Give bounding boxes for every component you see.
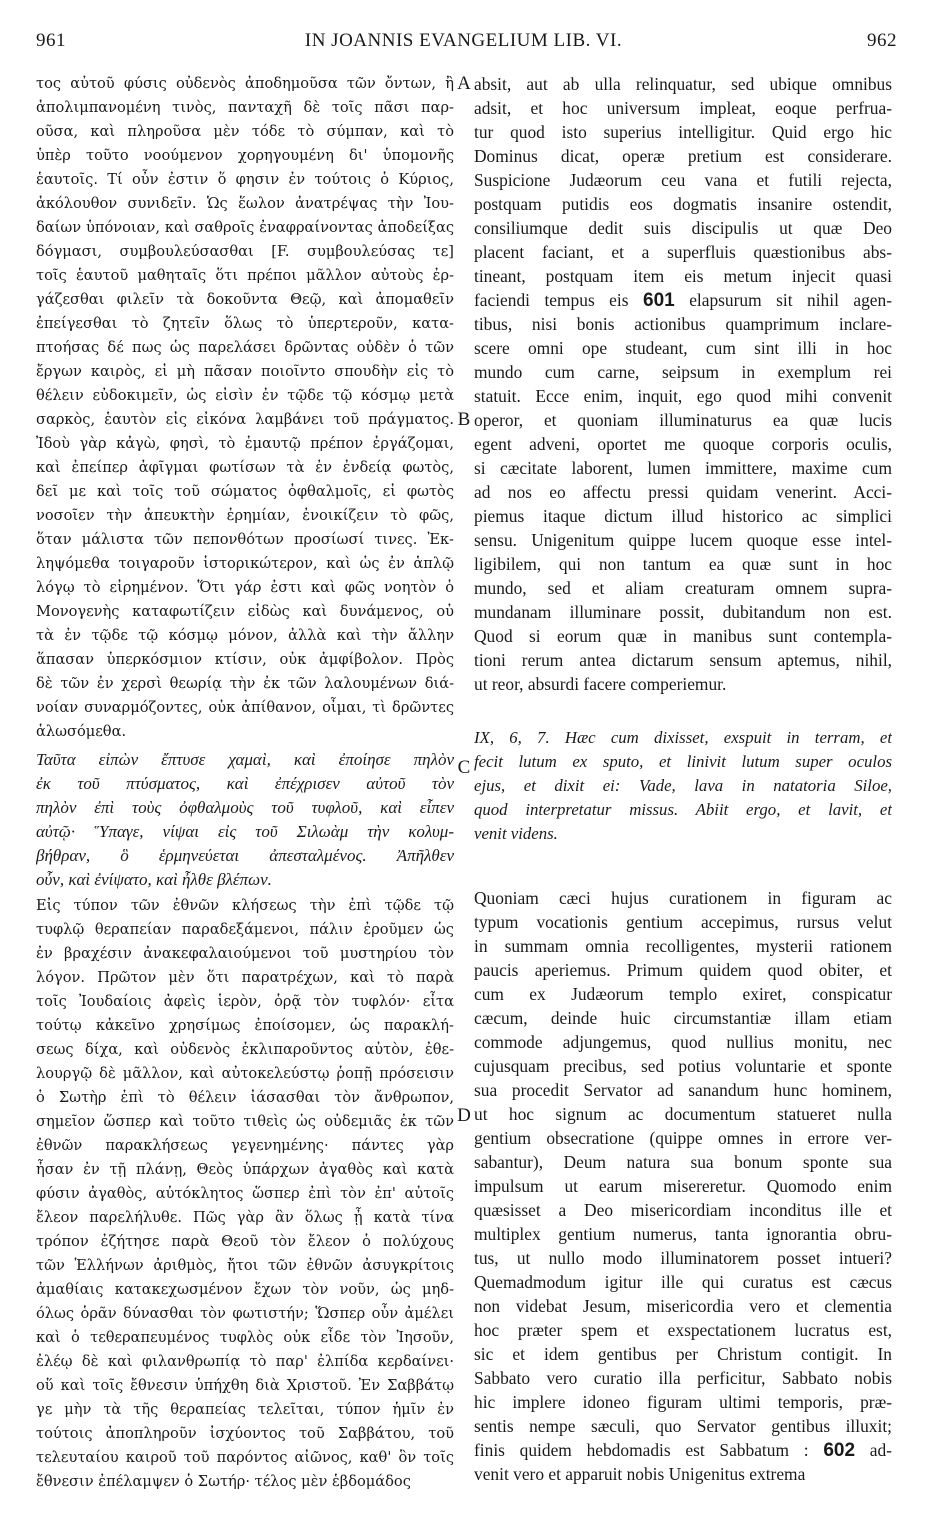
column-number: 602 xyxy=(823,1440,856,1461)
greek-text-line: τοῖς Ἰουδαίοις ἀφεὶς ἱερὸν, ὁρᾷ τὸν τυφλόν· εἶτα xyxy=(36,993,454,1010)
greek-text-line: σαρκὸς, ἑαυτὸν εἰς εἰκόνα λαμβάνει τοῦ πράγματος. xyxy=(36,411,454,428)
greek-text-line: ἑαυτοῖς. Τί οὖν ἐστιν ὅ φησιν ἐν τούτοις ὁ Κύριος, xyxy=(36,171,454,188)
greek-scripture-line: Ταῦτα εἰπὼν ἔπτυσε χαμαὶ, καὶ ἐποίησε πηλὸν xyxy=(36,750,454,769)
greek-text-line: καὶ ὁ τεθεραπευμένος τυφλὸς οὐκ εἶδε τὸν Ἰησοῦν, xyxy=(36,1329,454,1346)
greek-scripture-line: πηλὸν ἐπὶ τοὺς ὀφθαλμοὺς τοῦ τυφλοῦ, καὶ εἶπεν xyxy=(36,798,454,817)
latin-text-line: tibus, nisi bonis actionibus quamprimum inclare- xyxy=(474,314,892,334)
latin-text-line: impulsum ut earum misereretur. Quomodo enim xyxy=(474,1176,892,1196)
latin-text-line: Dominus dicat, operæ pretium est considerare. xyxy=(474,146,892,166)
text-segment: ad- xyxy=(869,1440,892,1460)
latin-text-line: sua procedit Servator ad sanandum hunc hominem, xyxy=(474,1080,892,1100)
latin-text-line: egent adveni, oportet me quoque corporis oculis, xyxy=(474,434,892,454)
greek-text-line: λόγῳ τὸ εἰρημένον. Ὅτι γάρ ἐστι καὶ φῶς νοητὸν ὁ xyxy=(36,579,454,596)
text-segment: finis quidem hebdomadis est Sabbatum : xyxy=(474,1440,809,1460)
latin-scripture-line: IX, 6, 7. Hæc cum dixisset, exspuit in terram, et xyxy=(474,728,892,747)
latin-text-line: operor, et quoniam illuminaturus ea quæ lucis xyxy=(474,410,892,430)
greek-text-line: δεῖ με καὶ τοῖς τοῦ σώματος ὀφθαλμοῖς, εἰ φωτὸς xyxy=(36,483,454,500)
page-number-left: 961 xyxy=(36,30,66,51)
latin-text-line: adsit, et hoc universum impleat, eoque perfrua- xyxy=(474,98,892,118)
greek-scripture-line: ἐκ τοῦ πτύσματος, καὶ ἐπέχρισεν αὐτοῦ τὸν xyxy=(36,774,454,793)
latin-text-line: tineant, postquam item eis metum injecit quasi xyxy=(474,266,892,286)
greek-text-line: ἐλέῳ δὲ καὶ φιλανθρωπίᾳ τὸ παρ' ἐλπίδα κερδαίνει· xyxy=(36,1353,454,1370)
margin-marker-d: D xyxy=(457,1105,471,1126)
greek-text-line: ἁλωσόμεθα. xyxy=(36,723,127,740)
greek-text-line: ἀμαθίαις κατακεχωσμένον ἔχων τὸν νοῦν, ὡς μηδ- xyxy=(36,1281,454,1298)
latin-text-line: sic et idem gentibus per Christum contigit. In xyxy=(474,1344,892,1364)
latin-text-line: scere omni ope studeant, cum sint illi in hoc xyxy=(474,338,892,358)
latin-text-line xyxy=(474,288,892,312)
greek-text-line: λουργῷ δὲ μᾶλλον, καὶ αὐτοκελεύστῳ ῥοπῇ πρόσεισιν xyxy=(36,1065,454,1082)
greek-text-line: ἦσαν ἐν τῇ πλάνῃ, Θεὸς ὑπάρχων ἀγαθὸς καὶ κατὰ xyxy=(36,1161,454,1178)
greek-text-line: Ἰδοὺ γὰρ κἀγὼ, φησὶ, τὸ ἐμαυτῷ πρέπον ἐργάζομαι, xyxy=(36,435,454,452)
latin-text-line: Quemadmodum igitur ille qui curatus est cæcus xyxy=(474,1272,892,1292)
latin-text-line: ad nos eo affectu pressi quidam venerint. Acci- xyxy=(474,482,892,502)
greek-text-line: ὑπὲρ τοῦτο νοούμενον χορηγουμένη δι' ὑπομονῆς xyxy=(36,147,454,164)
greek-text-line: νοσοῖεν τὴν ἀπευκτὴν ἐρημίαν, ἐνοικίζειν τὸ φῶς, xyxy=(36,507,454,524)
margin-marker-b: B xyxy=(457,409,471,430)
greek-text-line: σημεῖον ὥσπερ καὶ τοῦτο τιθεὶς ὡς οὐδεμιᾶς ἐκ τῶν xyxy=(36,1113,454,1130)
greek-text-line: τελευταίου καιροῦ τοῦ παρόντος αἰῶνος, καθ' ὃν τοῖς xyxy=(36,1449,454,1466)
latin-text-line: ut hoc signum ac documentum statueret nulla xyxy=(474,1104,892,1124)
latin-text-line: ut reor, absurdi facere comperiemur. xyxy=(474,674,727,694)
greek-text-line: γάζεσθαι φιλεῖν τὰ δοκοῦντα Θεῷ, καὶ ἀπομαθεῖν xyxy=(36,291,454,308)
greek-text-line: λόγον. Πρῶτον μὲν ὅτι παρατρέχων, καὶ τὸ παρὰ xyxy=(36,969,454,986)
latin-text-line: statuit. Ecce enim, inquit, ego quod mihi convenit xyxy=(474,386,892,406)
page-number-right: 962 xyxy=(867,30,897,51)
greek-text-line: τῶν Ἑλλήνων ἀριθμὸς, ἤτοι τῶν ἐθνῶν ἀσυγκρίτοις xyxy=(36,1257,454,1274)
latin-text-line: absit, aut ab ulla relinquatur, sed ubique omnibus xyxy=(474,74,892,94)
greek-text-line: ἅπασαν ὑπερκόσμιον κτίσιν, οὐκ ἀμφίβολον. Πρὸς xyxy=(36,651,454,668)
latin-text-line: Sabbato vero curatio illa perficitur, Sabbato nobis xyxy=(474,1368,892,1388)
latin-text-line: tioni rerum antea dictarum sensum aptemus, nihil, xyxy=(474,650,892,670)
latin-text-line: tur quod isto superius intelligitur. Quid ergo hic xyxy=(474,122,892,142)
latin-text-line: non videbat Jesum, misericordia vero et clementia xyxy=(474,1296,892,1316)
latin-text-line: si cæcitate laborent, lumen immittere, maxime cum xyxy=(474,458,892,478)
greek-text-line: φύσιν ἀγαθὸς, αὐτόκλητος ὥσπερ ἐπὶ τὸν ἐπ' αὐτοῖς xyxy=(36,1185,454,1202)
latin-text-line: Quod si eorum quæ in manibus sunt contempla- xyxy=(474,626,892,646)
latin-text-line: piemus itaque dictum illud historico ac simplici xyxy=(474,506,892,526)
greek-text-line: ἀκόλουθον συνιδεῖν. Ὡς ἕωλον ἀνατρέψας τὴν Ἰου- xyxy=(36,195,454,212)
text-segment: faciendi tempus eis xyxy=(474,290,629,310)
greek-scripture-line: αὐτῷ· Ὕπαγε, νίψαι εἰς τοῦ Σιλωὰμ τὴν κολυμ- xyxy=(36,822,454,841)
latin-text-line: mundo, sed et aliam creaturam omnem supra- xyxy=(474,578,892,598)
running-header xyxy=(0,30,927,60)
greek-text-line: θέλειν εὐδοκιμεῖν, ὡς εἰσὶν ἐν τῷδε τῷ κόσμῳ μετὰ xyxy=(36,387,454,404)
latin-text-line: consiliumque dedit suis discipulis ut quæ Deo xyxy=(474,218,892,238)
latin-scripture-line: ejus, et dixit ei: Vade, lava in natatoria Siloe, xyxy=(474,776,892,795)
greek-text-line: σεως δίχα, καὶ οὐδενὸς ἐκλιπαροῦντος αὐτὸν, ἐθε- xyxy=(36,1041,454,1058)
greek-text-line: καὶ ἐπείπερ ἀφῖγμαι φωτίσων τὰ ἐν ἐνδείᾳ φωτὸς, xyxy=(36,459,454,476)
latin-text-line: in summam omnia recolligentes, mysterii rationem xyxy=(474,936,892,956)
latin-text-line: typum vocationis gentium accepimus, rursus velut xyxy=(474,912,892,932)
greek-text-line: πτοήσας δέ πως ὡς παρελάσει δρῶντας οὐδὲν ὁ τῶν xyxy=(36,339,454,356)
greek-text-line: Εἰς τύπον τῶν ἐθνῶν κλήσεως τὴν ἐπὶ τῷδε τῷ xyxy=(36,897,454,914)
latin-text-line: hoc præter spem et exspectationem lucratus est, xyxy=(474,1320,892,1340)
latin-text-line: venit vero et apparuit nobis Unigenitus extrema xyxy=(474,1464,806,1484)
greek-text-line: δόγμασι, συμβουλεύσασθαι [F. συμβουλεύσας τε] xyxy=(36,243,454,260)
greek-text-line: ληψόμεθα τοιγαροῦν ἱστορικώτερον, καὶ ὡς ἐν ἁπλῷ xyxy=(36,555,454,572)
greek-text-line: ἐν βραχέσιν ἀνακεφαλαιούμενοι τοῦ μυστηρίου τὸν xyxy=(36,945,454,962)
margin-marker-c: C xyxy=(457,757,471,778)
greek-text-line: Μονογενὴς καταφωτίζειν εἰδὼς καὶ δυνάμενος, οὐ xyxy=(36,603,454,620)
margin-marker-a: A xyxy=(457,73,471,94)
greek-scripture-line: οὖν, καὶ ἐνίψατο, καὶ ἦλθε βλέπων. xyxy=(36,870,272,889)
latin-scripture-line: quod interpretatur missus. Abiit ergo, et lavit, et xyxy=(474,800,892,819)
latin-text-line: multiplex gentium numerus, tanta ignorantia obru- xyxy=(474,1224,892,1244)
greek-text-line: τοῖς ἑαυτοῦ μαθηταῖς ὅτι πρέποι μᾶλλον αὐτοὺς ἐρ- xyxy=(36,267,454,284)
greek-text-line: τούτῳ κἀκεῖνο χρησίμως ἐποίσομεν, ὡς παρακλή- xyxy=(36,1017,454,1034)
greek-text-line: ἐθνῶν παρακλήσεως γεγενημένης· πάντες γὰρ xyxy=(36,1137,454,1154)
text-segment: elapsurum sit nihil agen- xyxy=(689,290,892,310)
latin-text-line: Suspicione Judæorum ceu vana et futili rejecta, xyxy=(474,170,892,190)
greek-text-line: τρόπον ἐζήτησε παρὰ Θεοῦ τὸν ἔλεον ὁ πολύχους xyxy=(36,1233,454,1250)
greek-text-line: γε μὴν τὰ τῆς θεραπείας τελεῖται, τύπον ἡμῖν ἐν xyxy=(36,1401,454,1418)
greek-text-line: τος αὐτοῦ φύσις οὐδενὸς ἀποδημοῦσα τῶν ὄντων, ἢ xyxy=(36,75,454,92)
greek-text-line: νοίαν συναρμόζοντες, οὐκ ἀπίθανον, οἶμαι, τὶ δρῶντες xyxy=(36,699,454,716)
greek-text-line: τούτοις ἀποπληροῦν ἰσχύοντος τοῦ Σαββάτου, τοῦ xyxy=(36,1425,454,1442)
latin-text-line: mundanam illuminare possit, dubitandum non est. xyxy=(474,602,892,622)
latin-text-line: cujusquam precibus, sed potius voluntarie et sponte xyxy=(474,1056,892,1076)
greek-text-line: τυφλῷ θεραπείαν παραδεξάμενοι, πάλιν ἐροῦμεν ὡς xyxy=(36,921,454,938)
latin-text-line: cum ex Judæorum templo exiret, conspicatur xyxy=(474,984,892,1004)
column-number: 601 xyxy=(643,290,675,311)
latin-text-line: mundo cum carne, seipsum in exemplum rei xyxy=(474,362,892,382)
greek-scripture-line: βήθραν, ὃ ἑρμηνεύεται ἀπεσταλμένος. Ἀπῆλθεν xyxy=(36,846,454,865)
latin-text-line: sabantur), Deum natura sua bonum sponte sua xyxy=(474,1152,892,1172)
latin-scripture-line: fecit lutum ex sputo, et linivit lutum super oculos xyxy=(474,752,892,771)
greek-text-line: όλως ὁρᾶν δύνασθαι τὸν φωτιστήν; Ὥσπερ οὖν ἀμέλει xyxy=(36,1305,454,1322)
latin-text-line: placent faciant, et a superfluis quæstionibus abs- xyxy=(474,242,892,262)
greek-text-line: τὰ ἐν τῷδε τῷ κόσμῳ μόνον, ἀλλὰ καὶ τὴν ἄλλην xyxy=(36,627,454,644)
greek-text-line: οὕ καὶ τοῖς ἔθνεσιν ὑπήχθη διὰ Χριστοῦ. Ἐν Σαββάτῳ xyxy=(36,1377,454,1394)
latin-text-line: quæsisset a Deo misericordiam inconditus ille et xyxy=(474,1200,892,1220)
latin-text-line: commode adjungemus, quod nullius monitu, nec xyxy=(474,1032,892,1052)
latin-text-line: sentis nempe sæculi, quo Servator gentibus illuxit; xyxy=(474,1416,892,1436)
latin-scripture-line: venit videns. xyxy=(474,824,558,843)
latin-text-line: ligibilem, qui non tantum ea quæ sunt in hoc xyxy=(474,554,892,574)
greek-text-line: ἐπείγεσθαι τὸ ζητεῖν ὅλως τὸ ὑπερτεροῦν, κατα- xyxy=(36,315,454,332)
greek-text-line: ἀπολιμπανομένη τινὸς, πανταχῆ δὲ τοῖς πᾶσι παρ- xyxy=(36,99,454,116)
latin-text-line: paucis aperiemus. Primum quidem quod obiter, et xyxy=(474,960,892,980)
greek-text-line: ἔλεον παρελήλυθε. Πῶς γὰρ ἂν ὅλως ᾖ κατὰ τίνα xyxy=(36,1209,454,1226)
latin-text-line xyxy=(474,1438,892,1462)
greek-text-line: δὲ τῶν ἐν χερσὶ θεωρίᾳ τὴν ἐκ τῶν λαλουμένων διά- xyxy=(36,675,454,692)
latin-text-line: gentium obsecratione (quippe omnes in errore ver- xyxy=(474,1128,892,1148)
latin-text-line: cæcum, deinde huic circumstantiæ illam etiam xyxy=(474,1008,892,1028)
greek-text-line: ἔθνεσιν ἐπέλαμψεν ὁ Σωτήρ· τέλος μὲν ἑβδομάδος xyxy=(36,1473,411,1490)
latin-text-line: hic implere idoneo figuram ultimi temporis, præ- xyxy=(474,1392,892,1412)
greek-text-line: οῦσα, καὶ πληροῦσα μὲν τόδε τὸ σύμπαν, καὶ τὸ xyxy=(36,123,454,140)
latin-text-line: postquam putidis eos dogmatis insanire ostendit, xyxy=(474,194,892,214)
latin-text-line: Quoniam cæci hujus curationem in figuram ac xyxy=(474,888,892,908)
latin-text-line: sensu. Unigenitum quippe lucem quoque esse intel- xyxy=(474,530,892,550)
greek-text-line: ἔργων καιρὸς, εἰ μὴ πᾶσαν ποιοῖντο σπουδὴν εἰς τὸ xyxy=(36,363,454,380)
greek-text-line: δαίων ὑπόνοιαν, καὶ σαθροῖς ἐναφραίνοντας ἀποδείξας xyxy=(36,219,454,236)
greek-text-line: ὅταν μάλιστα τῶν πεπονθότων προσίωσί τινες. Ἐκ- xyxy=(36,531,454,548)
latin-text-line: tus, ut nullo modo illuminatorem posset intueri? xyxy=(474,1248,892,1268)
running-title: IN JOANNIS EVANGELIUM LIB. VI. xyxy=(304,30,623,51)
greek-text-line: ὁ Σωτὴρ ἐπὶ τὸ θέλειν ἰάσασθαι τὸν ἄνθρωπον, xyxy=(36,1089,454,1106)
